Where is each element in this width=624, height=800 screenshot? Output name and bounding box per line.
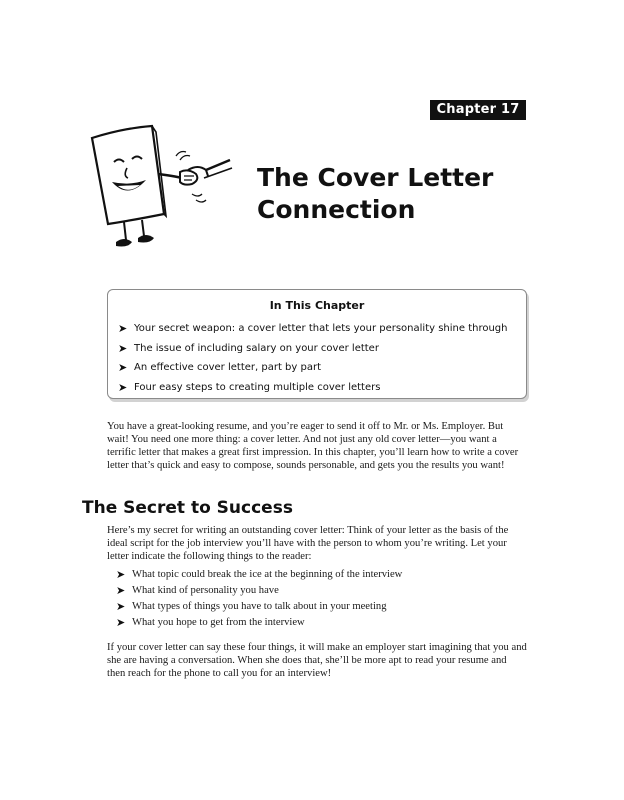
list-item — [116, 583, 402, 599]
chapter-title-line-2: Connection — [257, 195, 416, 224]
list-item — [118, 378, 508, 398]
chapter-title — [257, 162, 577, 226]
list-item-text: What topic could break the ice at the beginning of the interview — [132, 569, 403, 580]
chapter-title-line-1: The Cover Letter — [257, 163, 494, 192]
list-item — [116, 567, 402, 583]
in-this-chapter-list — [118, 319, 508, 397]
arrowhead-icon: ➤ — [118, 322, 128, 335]
list-item — [118, 319, 508, 339]
list-item-text: Four easy steps to creating multiple cover letters — [134, 381, 381, 393]
list-item — [116, 615, 402, 631]
arrowhead-icon: ➤ — [116, 585, 126, 597]
arrowhead-icon: ➤ — [118, 380, 128, 394]
list-item-text: An effective cover letter, part by part — [134, 362, 322, 373]
in-this-chapter-box — [107, 289, 527, 399]
section-body-paragraph: Here’s my secret for writing an outstanding cover letter: Think of your letter as the basis of the ideal script for the job interview you’ll have with the person to whom you’re writing. Let your letter indicate the following things to the reader: — [107, 525, 509, 562]
in-this-chapter-heading: In This Chapter — [269, 299, 365, 312]
list-item-text: What types of things you have to talk about in your meeting — [132, 601, 387, 612]
list-item-text: The issue of including salary on your cover letter — [134, 342, 379, 354]
list-item-text: What kind of personality you have — [132, 585, 279, 596]
list-item-text: What you hope to get from the interview — [132, 617, 305, 628]
arrowhead-icon: ➤ — [118, 361, 128, 374]
section-points-list — [116, 567, 402, 631]
arrowhead-icon: ➤ — [118, 341, 128, 355]
conclusion-paragraph: If your cover letter can say these four things, it will make an employer start imagining that you and she are having a conversation. When she does that, she’ll be more apt to read your resume and then reach for the phone to call you for an interview! — [107, 642, 527, 679]
list-item — [118, 358, 508, 378]
section-title: The Secret to Success — [82, 498, 293, 518]
intro-paragraph: You have a great-looking resume, and you’re eager to send it off to Mr. or Ms. Employer. But wait! You need one more thing: a cover letter. And not just any old cover letter—you want a terrific letter that makes a great first impression. In this chapter, you’ll learn how to write a cover letter that’s quick and easy to compose, sounds personable, and gets you the results you want! — [107, 421, 519, 471]
arrowhead-icon: ➤ — [116, 617, 126, 629]
arrowhead-icon: ➤ — [116, 569, 126, 581]
list-item-text: Your secret weapon: a cover letter that lets your personality shine through — [134, 323, 508, 334]
chapter-badge-label: Chapter 17 — [436, 102, 520, 117]
arrowhead-icon: ➤ — [116, 601, 126, 613]
letter-handshake-illustration — [84, 124, 244, 252]
chapter-badge — [430, 100, 526, 120]
list-item — [116, 599, 402, 615]
list-item — [118, 339, 508, 359]
